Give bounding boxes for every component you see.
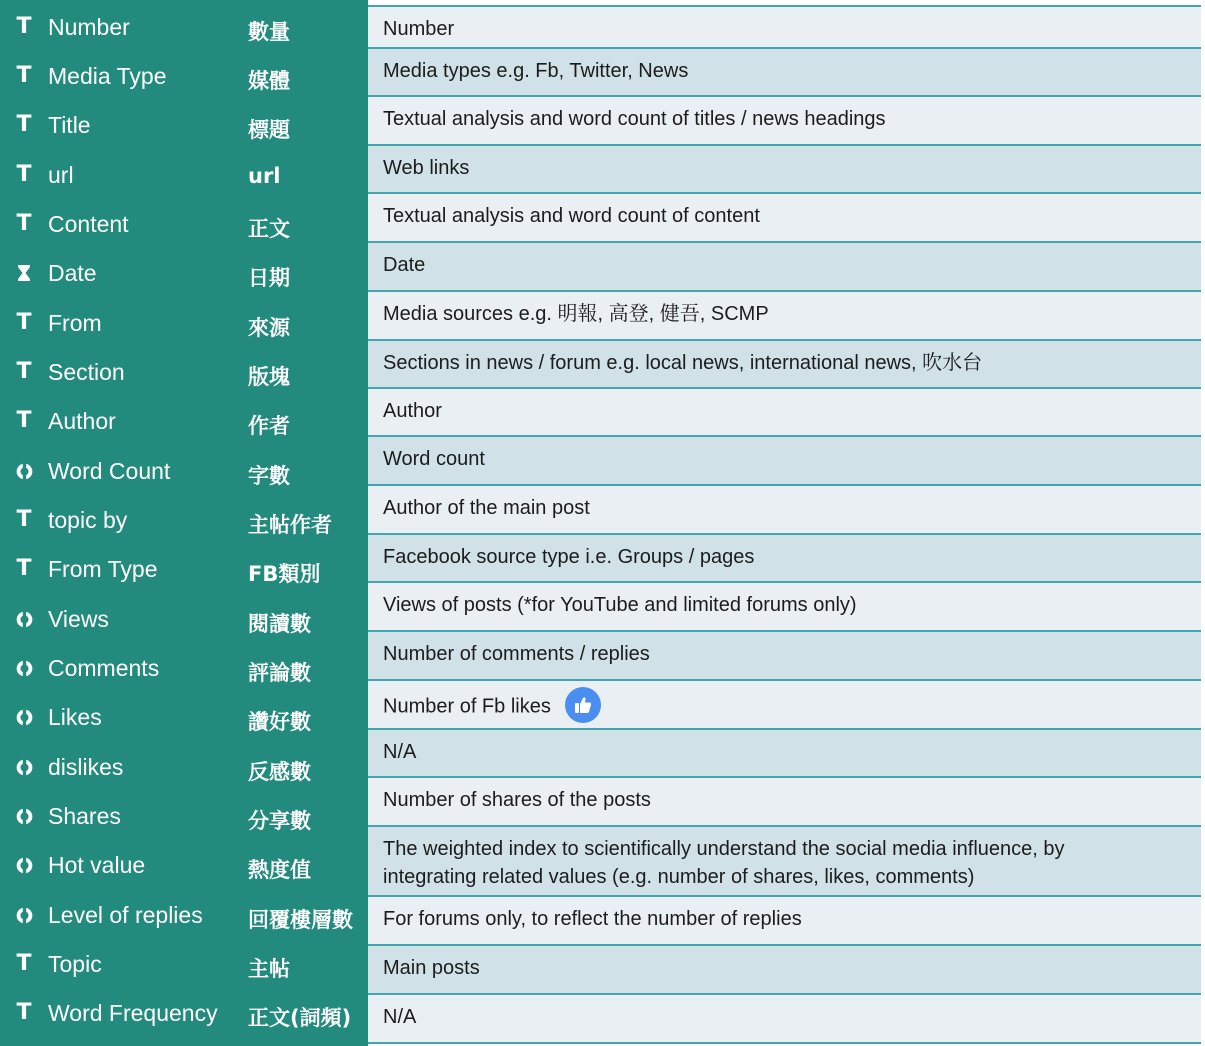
- description-row: [368, 778, 1201, 827]
- description-label: Facebook source type i.e. Groups / pages: [383, 546, 755, 568]
- number-type-icon: [13, 608, 35, 630]
- facebook-like-icon: [565, 687, 601, 723]
- field-item[interactable]: [0, 644, 368, 693]
- field-chinese-name: 標題: [248, 118, 290, 142]
- description-row: [368, 730, 1201, 778]
- field-name: Level of replies: [48, 902, 203, 928]
- field-item[interactable]: [0, 151, 368, 200]
- description-label: Views of posts (*for YouTube and limited forums only): [383, 594, 857, 616]
- field-name: dislikes: [48, 754, 124, 780]
- field-item[interactable]: [0, 545, 368, 594]
- description-label: Main posts: [383, 957, 480, 979]
- description-label: Number: [383, 18, 455, 40]
- field-chinese-name: 日期: [248, 266, 290, 290]
- field-item[interactable]: [0, 989, 368, 1038]
- field-chinese-name: 正文(詞頻): [248, 1006, 352, 1030]
- text-type-icon: T: [16, 162, 32, 187]
- field-name: Word Frequency: [48, 1000, 218, 1026]
- description-text: [383, 640, 1161, 668]
- description-row: [368, 681, 1201, 730]
- description-row: [368, 389, 1201, 437]
- description-row: [368, 486, 1201, 535]
- field-chinese-name: 讚好數: [248, 710, 311, 734]
- field-item[interactable]: [0, 348, 368, 397]
- field-chinese-name: 媒體: [248, 69, 290, 93]
- description-row: [368, 292, 1201, 341]
- description-text: [383, 494, 1161, 522]
- field-name: Author: [48, 408, 116, 434]
- description-label: Number of comments / replies: [383, 643, 650, 665]
- description-row: [368, 437, 1201, 486]
- field-item[interactable]: [0, 101, 368, 150]
- field-name: From: [48, 310, 102, 336]
- field-item[interactable]: [0, 299, 368, 348]
- description-text: [383, 954, 1161, 982]
- description-text: [383, 591, 1161, 619]
- field-chinese-name: 評論數: [248, 661, 311, 685]
- description-text: [383, 905, 1161, 933]
- field-item[interactable]: [0, 693, 368, 742]
- description-label: Author of the main post: [383, 497, 590, 519]
- description-label: Media types e.g. Fb, Twitter, News: [383, 60, 689, 82]
- field-item[interactable]: [0, 841, 368, 890]
- field-chinese-name: 版塊: [248, 365, 290, 389]
- field-name: Shares: [48, 803, 121, 829]
- description-label: Number of Fb likes: [383, 695, 551, 718]
- number-type-icon: [13, 756, 35, 778]
- description-table: [368, 5, 1201, 1044]
- field-item[interactable]: [0, 891, 368, 940]
- number-type-icon: [13, 805, 35, 827]
- description-row: [368, 632, 1201, 681]
- field-name: Media Type: [48, 63, 167, 89]
- description-row: [368, 897, 1201, 946]
- field-chinese-name: 作者: [248, 414, 290, 438]
- description-label: Textual analysis and word count of titles / news headings: [383, 108, 886, 130]
- field-chinese-name: 閱讀數: [248, 612, 311, 636]
- description-label: Author: [383, 400, 442, 422]
- text-type-icon: T: [16, 63, 32, 88]
- field-chinese-name: 來源: [248, 316, 290, 340]
- text-type-icon: T: [16, 507, 32, 532]
- description-row: [368, 146, 1201, 194]
- description-text: [383, 786, 1161, 814]
- field-item[interactable]: [0, 447, 368, 496]
- field-name: Word Count: [48, 458, 171, 484]
- field-item[interactable]: [0, 52, 368, 101]
- field-name: Views: [48, 606, 109, 632]
- description-text: [383, 445, 1161, 473]
- description-text: [383, 738, 1161, 766]
- field-name: url: [48, 162, 74, 188]
- description-text: [383, 835, 1161, 891]
- field-chinese-name: FB類別: [248, 562, 321, 586]
- description-row: [368, 946, 1201, 995]
- description-text: [383, 251, 1161, 279]
- description-row: [368, 97, 1201, 146]
- field-name: Content: [48, 211, 129, 237]
- description-label: For forums only, to reflect the number of replies: [383, 908, 802, 930]
- description-label: Word count: [383, 448, 485, 470]
- description-label: Media sources e.g. 明報, 高登, 健吾, SCMP: [383, 303, 769, 325]
- description-row: [368, 341, 1201, 389]
- description-label: N/A: [383, 1006, 417, 1028]
- field-name: Date: [48, 260, 97, 286]
- description-text: [383, 1003, 1161, 1031]
- description-row: [368, 827, 1201, 897]
- description-text: [383, 15, 1161, 43]
- number-type-icon: [13, 460, 35, 482]
- description-text: [383, 689, 1161, 725]
- field-chinese-name: 正文: [248, 217, 290, 241]
- field-name: Likes: [48, 704, 102, 730]
- field-item[interactable]: [0, 3, 368, 52]
- description-text: [383, 202, 1161, 230]
- description-label: Web links: [383, 157, 470, 179]
- description-text: [383, 154, 1161, 182]
- description-label: N/A: [383, 741, 417, 763]
- field-name: From Type: [48, 556, 158, 582]
- field-chinese-name: 主帖作者: [248, 513, 332, 537]
- description-text: [383, 57, 1161, 85]
- text-type-icon: T: [16, 556, 32, 581]
- description-text: [383, 105, 1161, 133]
- field-name: Hot value: [48, 852, 146, 878]
- field-item[interactable]: [0, 397, 368, 446]
- description-text: [383, 543, 1161, 571]
- field-item[interactable]: [0, 249, 368, 298]
- text-type-icon: T: [16, 112, 32, 137]
- description-label: The weighted index to scientifically understand the social media influence, by integrating related values (e.g. number of shares, likes, comments): [383, 838, 1065, 888]
- text-type-icon: T: [16, 211, 32, 236]
- field-chinese-name: 回覆樓層數: [248, 908, 353, 932]
- date-type-icon: [13, 262, 35, 284]
- description-row: [368, 7, 1201, 49]
- text-type-icon: T: [16, 310, 32, 335]
- field-item[interactable]: [0, 792, 368, 841]
- field-item[interactable]: [0, 496, 368, 545]
- field-chinese-name: 分享數: [248, 809, 311, 833]
- text-type-icon: T: [16, 408, 32, 433]
- description-label: Textual analysis and word count of content: [383, 205, 760, 227]
- description-row: [368, 49, 1201, 97]
- description-row: [368, 243, 1201, 292]
- text-type-icon: T: [16, 1000, 32, 1025]
- field-name: Title: [48, 112, 91, 138]
- description-text: [383, 300, 1161, 328]
- field-chinese-name: url: [248, 164, 281, 188]
- field-item[interactable]: [0, 940, 368, 989]
- description-text: [383, 349, 1161, 377]
- field-chinese-name: 字數: [248, 464, 290, 488]
- field-chinese-name: 主帖: [248, 957, 290, 981]
- description-row: [368, 995, 1201, 1042]
- text-type-icon: T: [16, 359, 32, 384]
- description-row: [368, 535, 1201, 583]
- number-type-icon: [13, 904, 35, 926]
- number-type-icon: [13, 657, 35, 679]
- field-chinese-name: 反感數: [248, 760, 311, 784]
- description-label: Number of shares of the posts: [383, 789, 651, 811]
- field-chinese-name: 熱度值: [248, 858, 311, 882]
- number-type-icon: [13, 854, 35, 876]
- field-item[interactable]: [0, 595, 368, 644]
- description-row: [368, 194, 1201, 243]
- description-label: Sections in news / forum e.g. local news, international news, 吹水台: [383, 352, 983, 374]
- field-name: Comments: [48, 655, 160, 681]
- field-name: Topic: [48, 951, 102, 977]
- field-name: Section: [48, 359, 125, 385]
- field-item[interactable]: [0, 200, 368, 249]
- text-type-icon: T: [16, 951, 32, 976]
- description-row: [368, 583, 1201, 632]
- text-type-icon: T: [16, 14, 32, 39]
- field-list-panel: [0, 0, 368, 1046]
- description-text: [383, 397, 1161, 425]
- field-name: Number: [48, 14, 130, 40]
- description-label: Date: [383, 254, 426, 276]
- number-type-icon: [13, 706, 35, 728]
- field-item[interactable]: [0, 743, 368, 792]
- field-name: topic by: [48, 507, 128, 533]
- field-chinese-name: 數量: [248, 20, 290, 44]
